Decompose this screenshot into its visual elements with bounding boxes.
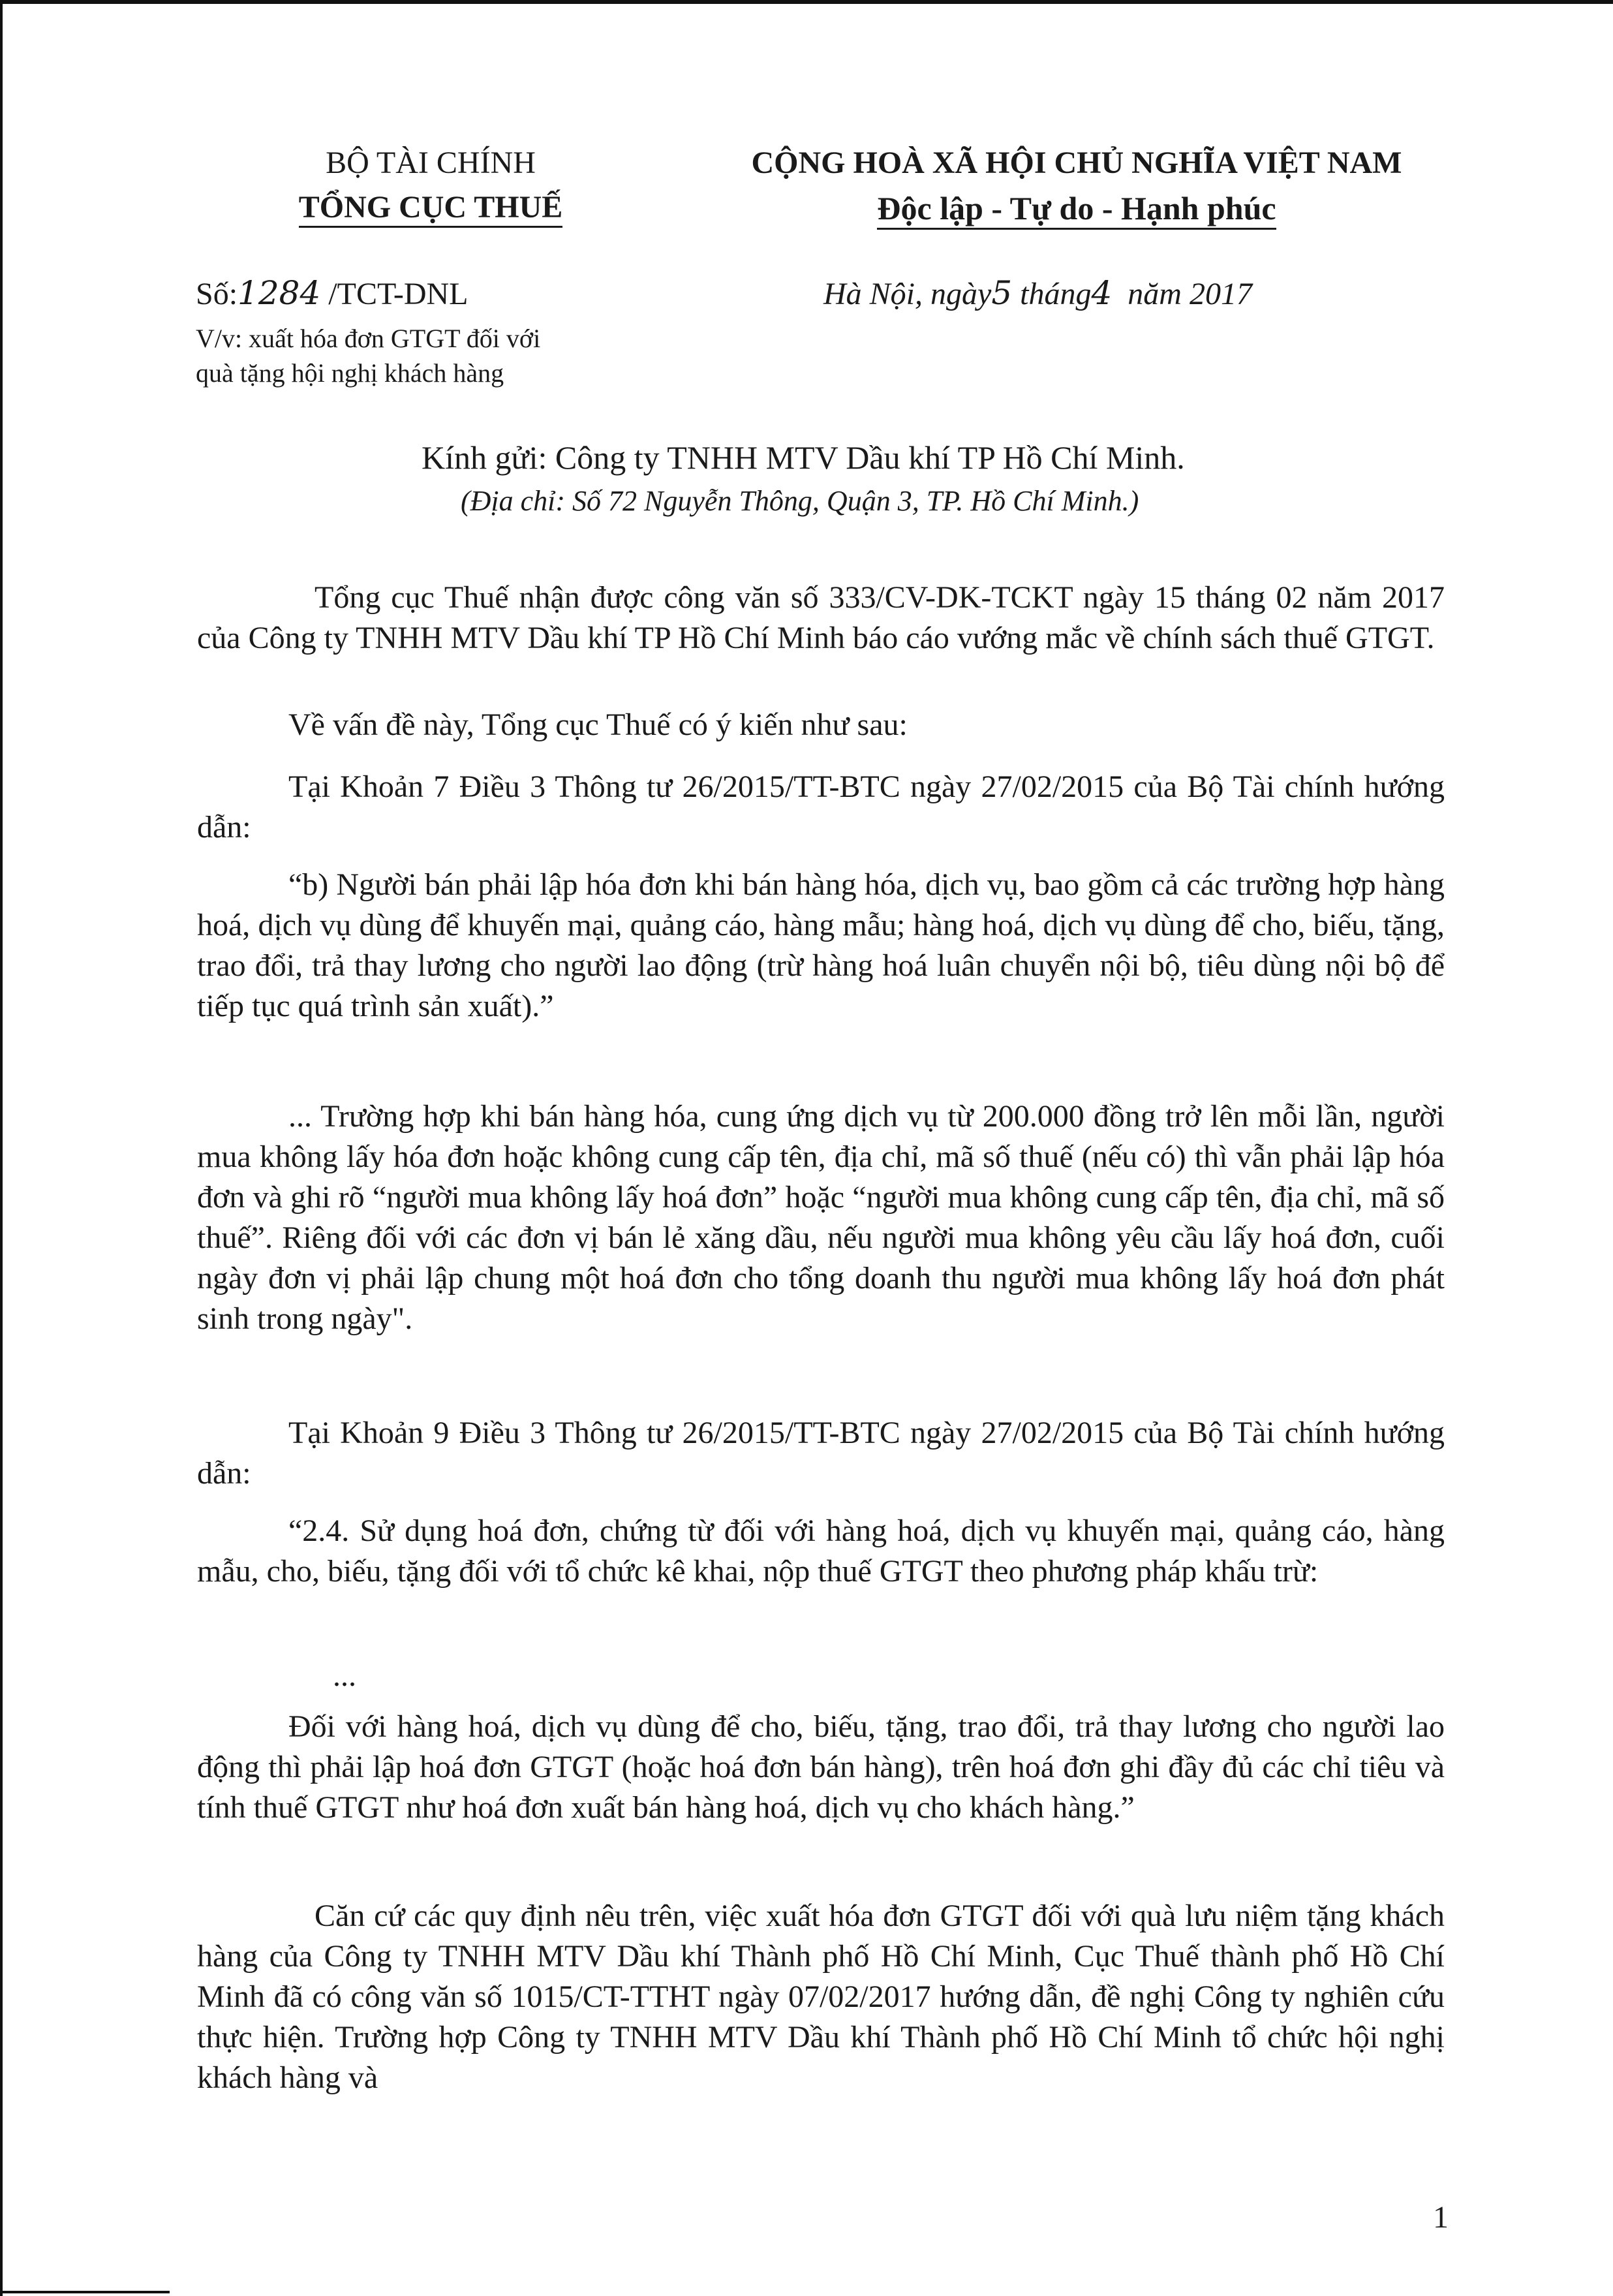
ministry-name: BỘ TÀI CHÍNH [326, 146, 536, 180]
paragraph-4: “b) Người bán phải lập hóa đơn khi bán hàng hóa, dịch vụ, bao gồm cả các trường hợp hàng hoá, dịch vụ dùng để khuyến mại, quảng cáo, hàng mẫu; hàng hoá, dịch vụ dùng để cho, biếu, tặng, trao đổi, trả thay lương cho người lao động (trừ hàng hoá luân chuyển nội bộ, tiêu dùng nội bộ để tiếp tục quá trình sản xuất).” [197, 867, 1445, 1023]
subject-line-1: V/v: xuất hóa đơn GTGT đối với [196, 324, 541, 353]
date-month-label: tháng [1020, 277, 1092, 311]
paragraph-3: Tại Khoản 7 Điều 3 Thông tư 26/2015/TT-BTC ngày 27/02/2015 của Bộ Tài chính hướng dẫn: [197, 769, 1445, 845]
paragraph-5: ... Trường hợp khi bán hàng hóa, cung ứng dịch vụ từ 200.000 đồng trở lên mỗi lần, người mua không lấy hóa đơn hoặc không cung cấp tên, địa chỉ, mã số thuế (nếu có) thì vẫn phải lập hóa đơn và ghi rõ “người mua không lấy hoá đơn” hoặc “người mua không cung cấp tên, địa chỉ, mã số thuế”. Riêng đối với các đơn vị bán lẻ xăng dầu, nếu người mua không yêu cầu lấy hoá đơn, cuối ngày đơn vị phải lập chung một hoá đơn cho tổng doanh thu người mua không lấy hoá đơn phát sinh trong ngày". [197, 1099, 1445, 1336]
document-date [823, 274, 1252, 312]
number-label: Số: [196, 277, 238, 311]
scan-edge-left [0, 0, 3, 2296]
department-name-text: TỔNG CỤC THUẾ [299, 190, 563, 228]
paragraph-1: Tổng cục Thuế nhận được công văn số 333/CV-DK-TCKT ngày 15 tháng 02 năm 2017 của Công ty TNHH MTV Dầu khí TP Hồ Chí Minh báo cáo vướng mắc về chính sách thuế GTGT. [197, 580, 1445, 655]
paragraph-6: Tại Khoản 9 Điều 3 Thông tư 26/2015/TT-BTC ngày 27/02/2015 của Bộ Tài chính hướng dẫn: [197, 1416, 1445, 1491]
date-day: 5 [991, 274, 1013, 312]
ellipsis: ... [333, 1658, 356, 1693]
motto [724, 189, 1429, 227]
country-name: CỘNG HOÀ XÃ HỘI CHỦ NGHĨA VIỆT NAM [751, 146, 1402, 180]
scan-edge-top [0, 0, 1613, 4]
subject-line-2: quà tặng hội nghị khách hàng [196, 358, 504, 388]
department-name [215, 189, 646, 225]
recipient-address: (Địa chỉ: Số 72 Nguyễn Thông, Quận 3, TP. Hồ Chí Minh.) [461, 485, 1139, 517]
date-month: 4 [1091, 274, 1113, 312]
recipient-line: Kính gửi: Công ty TNHH MTV Dầu khí TP Hồ Chí Minh. [422, 439, 1185, 476]
date-year: năm 2017 [1128, 277, 1252, 311]
number-suffix: /TCT-DNL [328, 277, 469, 311]
paragraph-8: Đối với hàng hoá, dịch vụ dùng để cho, biếu, tặng, trao đổi, trả thay lương cho người lao động thì phải lập hoá đơn GTGT (hoặc hoá đơn bán hàng), trên hoá đơn ghi đầy đủ các chỉ tiêu và tính thuế GTGT như hoá đơn xuất bán hàng hoá, dịch vụ cho khách hàng.” [197, 1709, 1445, 1825]
document-number [196, 274, 469, 312]
paragraph-7: “2.4. Sử dụng hoá đơn, chứng từ đối với hàng hoá, dịch vụ khuyến mại, quảng cáo, hàng mẫu, cho, biếu, tặng đối với tổ chức kê khai, nộp thuế GTGT theo phương pháp khấu trừ: [197, 1513, 1445, 1589]
paragraph-9: Căn cứ các quy định nêu trên, việc xuất hóa đơn GTGT đối với quà lưu niệm tặng khách hàng của Công ty TNHH MTV Dầu khí Thành phố Hồ Chí Minh, Cục Thuế thành phố Hồ Chí Minh đã có công văn số 1015/CT-TTHT ngày 07/02/2017 hướng dẫn, đề nghị Công ty nghiên cứu thực hiện. Trường hợp Công ty TNHH MTV Dầu khí Thành phố Hồ Chí Minh tổ chức hội nghị khách hàng và [197, 1899, 1445, 2095]
page-number: 1 [1433, 2200, 1449, 2235]
date-place: Hà Nội, ngày [823, 277, 992, 311]
motto-text: Độc lập - Tự do - Hạnh phúc [877, 190, 1276, 230]
scan-edge-bottom [0, 2291, 170, 2293]
paragraph-2: Về vấn đề này, Tổng cục Thuế có ý kiến như sau: [288, 707, 908, 742]
handwritten-number: 1284 [238, 274, 321, 312]
